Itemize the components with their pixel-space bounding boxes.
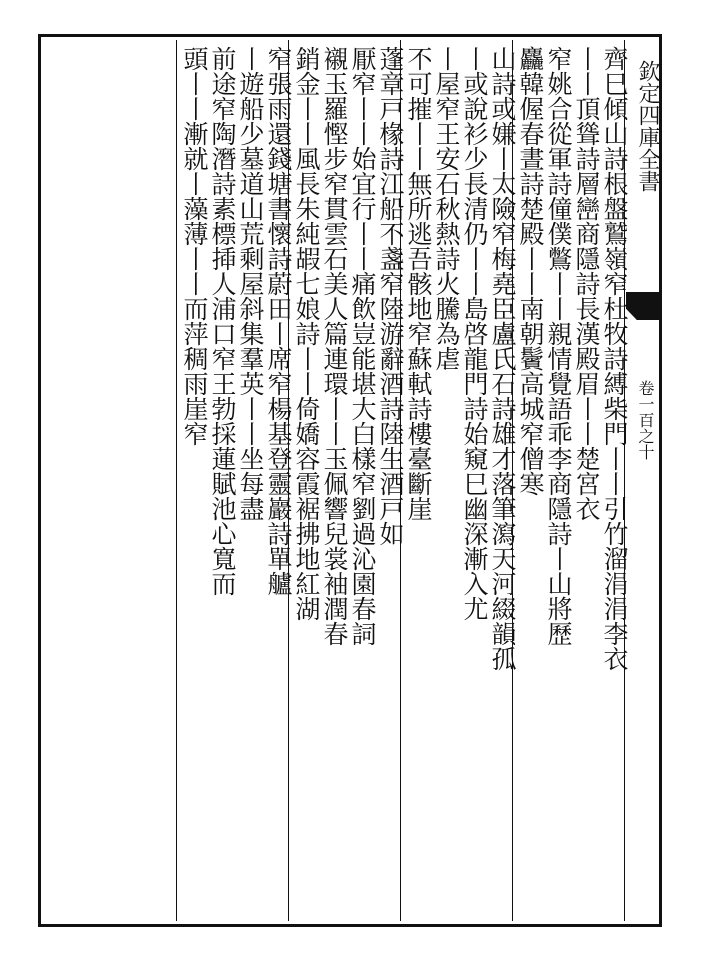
- text-column: 窄姚合從軍詩僮僕鷩丨丨親情覺語乖李商隱詩丨山將歷: [544, 46, 573, 646]
- text-column: 齊巳傾山詩根盤鷲嶺窄杜牧詩縛柴門丨丨引竹溜涓涓李衣: [600, 46, 629, 671]
- text-column: 窄張雨還錢塘書懷詩蔚田丨席窄楊基登靈巖詩單艫: [264, 46, 293, 596]
- text-column: 丨丨頂聳詩層巒商隱詩長漢殿眉丨丨楚宮衣: [572, 46, 601, 521]
- text-column: 山詩或嫌丨太險窄梅堯臣盧氏石詩雄才落筆瀉天河綴韻孤: [488, 46, 517, 671]
- text-column: 頭丨丨漸就丨藻薄丨丨而萍稠雨崖窄: [180, 46, 209, 446]
- text-column: 厭窄丨丨始宜行丨丨痛飲豈能堪大白樣窄劉過沁園春詞: [348, 46, 377, 646]
- book-title: 欽定四庫全書: [635, 60, 660, 192]
- text-column: 丨屋窄王安石秋熱詩火騰為虐: [432, 46, 461, 371]
- text-column: 前途窄陶潛詩素標揷人浦口窄王勃採蓮賦池心寬而: [208, 46, 237, 596]
- text-column: 銷金丨丨風長朱純嘏七娘詩丨丨倚嬌容霞裾拂地紅湖: [292, 46, 321, 621]
- text-column: 丨或說衫少長清仍丨丨島啓龍門詩始窺巳幽深漸入尤: [460, 46, 489, 621]
- text-column: 丨遊船少墓道山荒剩屋斜集羣英丨丨坐每盡: [236, 46, 265, 521]
- volume-label: 卷一百之十: [636, 380, 655, 460]
- text-column: 不可摧丨丨無所逃吾骸地窄蘇軾詩樓臺斷崖: [404, 46, 433, 521]
- text-column: 襯玉羅慳步窄貫雲石美人篇連環丨丨玉佩響兒裳袖潤春: [320, 46, 349, 646]
- text-column: 麤韓偓春晝詩楚殿丨丨南朝鬢高城窄僧寒: [516, 46, 545, 496]
- text-column: 蓬章戸椽詩江船不盞窄陸游辭酒詩陸生酒戸如: [376, 46, 405, 546]
